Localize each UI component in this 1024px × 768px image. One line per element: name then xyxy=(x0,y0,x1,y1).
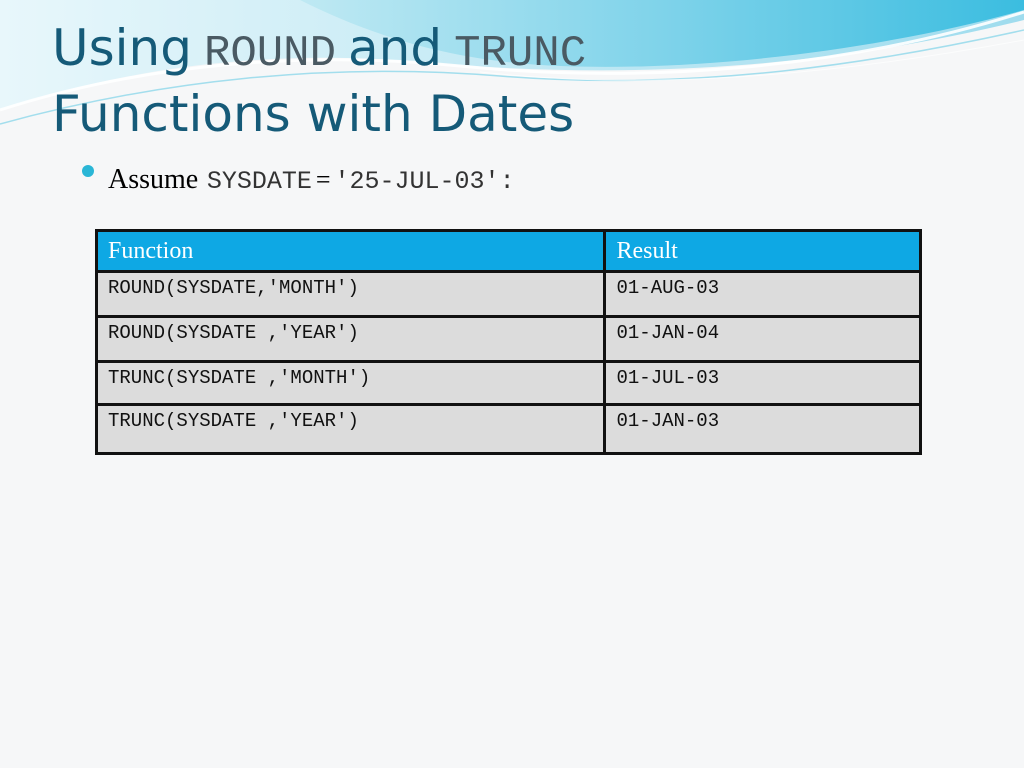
bullet-dot-icon xyxy=(82,165,94,177)
title-line-1 xyxy=(52,18,586,84)
header-result: Result xyxy=(605,231,921,272)
title-word-using: Using xyxy=(52,19,192,77)
function-cell: ROUND(SYSDATE,'MONTH') xyxy=(97,272,605,317)
bullet-equals: = xyxy=(315,165,331,194)
table-row xyxy=(97,362,921,405)
result-cell: 01-AUG-03 xyxy=(605,272,921,317)
function-cell: TRUNC(SYSDATE ,'MONTH') xyxy=(97,362,605,405)
table-row xyxy=(97,272,921,317)
function-cell: ROUND(SYSDATE ,'YEAR') xyxy=(97,317,605,362)
slide-title xyxy=(52,18,586,144)
table-row xyxy=(97,317,921,362)
result-cell: 01-JAN-04 xyxy=(605,317,921,362)
result-cell: 01-JUL-03 xyxy=(605,362,921,405)
bullet-sysdate-code: SYSDATE xyxy=(206,167,312,196)
title-word-and: and xyxy=(348,19,443,77)
bullet-colon: : xyxy=(499,167,515,196)
table-row xyxy=(97,405,921,454)
bullet-date-value: '25-JUL-03' xyxy=(334,167,500,196)
bullet-lead-text: Assume xyxy=(108,164,199,195)
table-header-row xyxy=(97,231,921,272)
header-function: Function xyxy=(97,231,605,272)
title-code-trunc: TRUNC xyxy=(454,29,587,79)
title-line-2: Functions with Dates xyxy=(52,85,575,143)
function-cell: TRUNC(SYSDATE ,'YEAR') xyxy=(97,405,605,454)
bullet-assume xyxy=(82,164,515,196)
title-code-round: ROUND xyxy=(203,29,336,79)
functions-table xyxy=(95,229,922,455)
result-cell: 01-JAN-03 xyxy=(605,405,921,454)
